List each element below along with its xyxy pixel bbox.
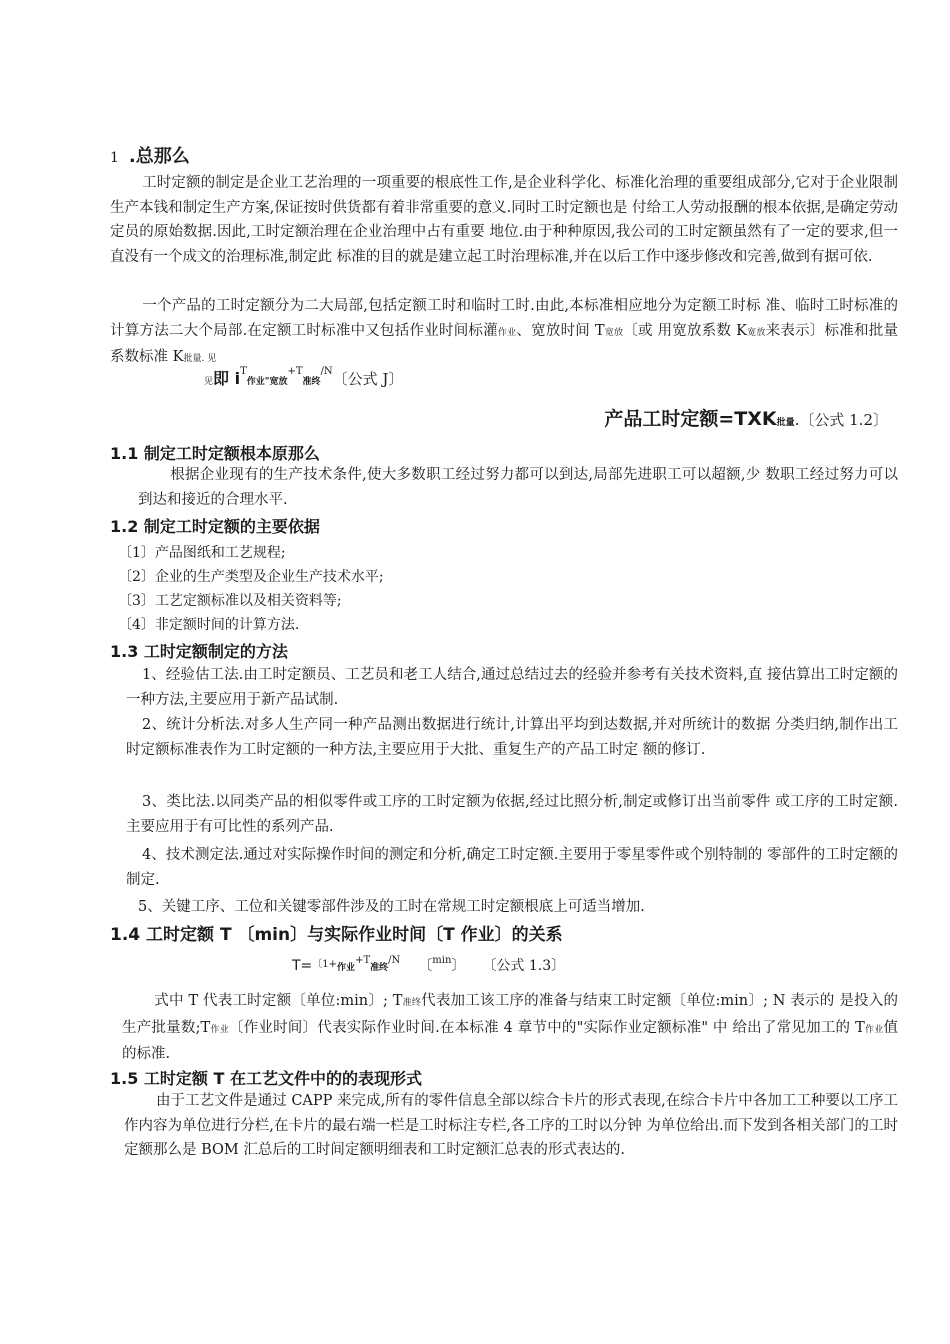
list-item: 〔3〕工艺定额标准以及相关资料等; bbox=[118, 593, 342, 609]
section-number: 1 bbox=[110, 150, 119, 166]
section-1-2-heading: 1.2 制定工时定额的主要依据 bbox=[110, 517, 320, 536]
section-1-4-paragraph: 式中 T 代表工时定额〔单位:min〕; T准终代表加工该工序的准备与结束工时定额〔单位:min〕; N 表示的 是投入的生产批量数;T作业〔作业时间〕代表实际作业时间.在本标准 4 章节中的"实际作业定额标准" 中 给出了常见加工的 T作业值的标准. bbox=[122, 993, 898, 1062]
intro-paragraph-2: 一个产品的工时定额分为二大局部,包括定额工时和临时工时.由此,本标准相应地分为定额工时标 准、临时工时标准的计算方法二大个局部.在定额工时标准中又包括作业时间标灌作业、宽放时间 T宽放〔或 用宽放系数 K宽放来表示〕标准和批量系数标准 K批量. 见 bbox=[110, 298, 898, 365]
method-item: 3、类比法.以同类产品的相似零件或工序的工时定额为依据,经过比照分析,制定或修订出当前零件 或工序的工时定额.主要应用于有可比性的系列产品. bbox=[126, 794, 898, 835]
formula-1-3: T=$^{〔1+}$作业$^{+T}$准终$^{/N}$ 〔$^{min}$〕 〔公式 1.3〕 bbox=[292, 955, 566, 974]
method-item: 4、技术测定法.通过对实际操作时间的测定和分析,确定工时定额.主要用于零星零件或个别特制的 零部件的工时定额的制定. bbox=[126, 847, 898, 888]
section-title: .总那么 bbox=[128, 146, 190, 167]
section-1-1-heading: 1.1 制定工时定额根本原那么 bbox=[110, 444, 320, 463]
section-1-5-heading: 1.5 工时定额 T 在工艺文件中的的表现形式 bbox=[110, 1069, 422, 1088]
list-item: 〔4〕非定额时间的计算方法. bbox=[118, 617, 300, 633]
formula-1-1: 见即 $i^T$作业"宽放$^{+T}$准终$^{/N}$〔公式 J〕 bbox=[204, 366, 404, 388]
formula-1-2: 产品工时定额=TXK批量.〔公式 1.2〕 bbox=[604, 408, 888, 430]
list-item: 〔1〕产品图纸和工艺规程; bbox=[118, 545, 286, 561]
section-1-4-heading: 1.4 工时定额 T 〔min〕与实际作业时间〔T 作业〕的关系 bbox=[110, 925, 563, 945]
section-1-1-paragraph: 根据企业现有的生产技术条件,使大多数职工经过努力都可以到达,局部先进职工可以超额,少 数职工经过努力可以到达和接近的合理水平. bbox=[138, 467, 898, 508]
section-1-5-paragraph: 由于工艺文件是通过 CAPP 来完成,所有的零件信息全部以综合卡片的形式表现,在综合卡片中各加工工种要以工序工作内容为单位进行分栏,在卡片的最右端一栏是工时标注专栏,各工序的工时以分钟 为单位给出.而下发到各相关部门的工时定额那么是 BOM 汇总后的工时间定额明细表和工时定额汇总表的形式表达的. bbox=[124, 1093, 898, 1158]
intro-paragraph-1: 工时定额的制定是企业工艺治理的一项重要的根底性工作,是企业科学化、标准化治理的重要组成部分,它对于企业限制生产本钱和制定生产方案,保证按时供货都有着非常重要的意义.同时工时定额也是 付给工人劳动报酬的根本依据,是确定劳动定员的原始数据.因此,工时定额治理在企业治理中占有重要 地位.由于种种原因,我公司的工时定额虽然有了一定的要求,但一直没有一个成文的治理标准,制定此 标准的目的就是建立起工时治理标准,并在以后工作中逐步修改和完善,做到有据可依. bbox=[110, 175, 898, 265]
list-item: 〔2〕企业的生产类型及企业生产技术水平; bbox=[118, 569, 384, 585]
section-1-heading bbox=[110, 142, 190, 168]
method-item: 5、关键工序、工位和关键零部件涉及的工时在常规工时定额根底上可适当增加. bbox=[138, 899, 645, 915]
method-item: 2、统计分析法.对多人生产同一种产品测出数据进行统计,计算出平均到达数据,并对所统计的数据 分类归纳,制作出工时定额标准表作为工时定额的一种方法,主要应用于大批、重复生产的产品工时定 额的修订. bbox=[126, 717, 898, 758]
section-1-3-heading: 1.3 工时定额制定的方法 bbox=[110, 642, 288, 661]
method-item: 1、经验估工法.由工时定额员、工艺员和老工人结合,通过总结过去的经验并参考有关技术资料,直 接估算出工时定额的一种方法,主要应用于新产品试制. bbox=[126, 667, 898, 708]
